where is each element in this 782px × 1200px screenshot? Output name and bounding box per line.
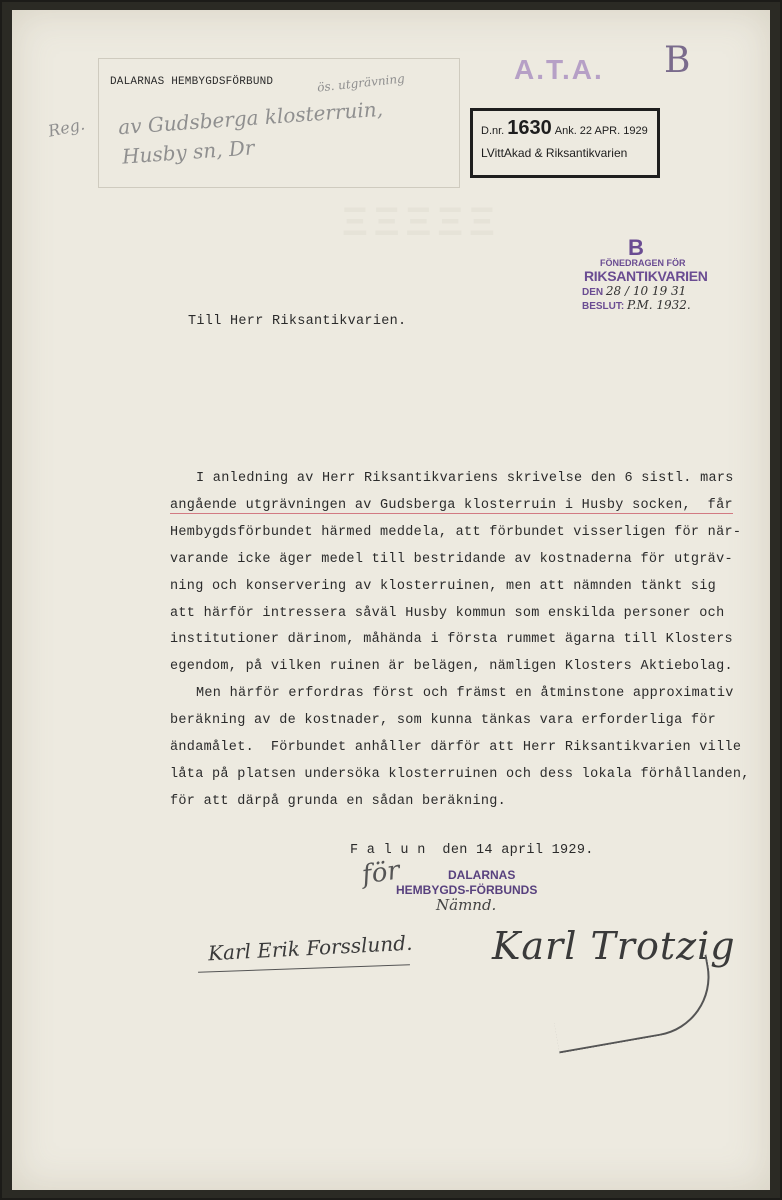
fr-beslut-row: [582, 298, 730, 312]
body-line: att härför intressera såväl Husby kommun som enskilda personer och: [170, 605, 725, 621]
letter-body: [170, 466, 760, 816]
dnr-prefix: D.nr.: [481, 125, 505, 137]
dnr-number: 1630: [507, 117, 552, 139]
body-line: institutioner därinom, måhända i första rummet ägarna till Klosters: [170, 632, 733, 648]
dnr-recipient: LVittAkad & Riksantikvarien: [481, 146, 628, 160]
body-line: ändamålet. Förbundet anhåller därför att Herr Riksantikvarien ville: [170, 740, 742, 756]
body-line: ning och konservering av klosterruinen, men att nämnden tänkt sig: [170, 578, 717, 594]
body-line: beräkning av de kostnader, som kunna tänkas vara erforderliga för: [170, 713, 717, 729]
org-stamp-line2: HEMBYGDS-FÖRBUNDS: [396, 883, 538, 897]
for-handwritten: för: [360, 855, 402, 891]
body-line: egendom, på vilken ruinen är belägen, nämligen Klosters Aktiebolag.: [170, 659, 733, 675]
body-line: I anledning av Herr Riksantikvariens skrivelse den 6 sistl. mars: [196, 471, 734, 486]
fr-beslut-value: P.M. 1932.: [627, 298, 691, 312]
body-line: Men härför erfordras först och främst en åtminstone approximativ: [196, 686, 734, 702]
body-line: [170, 493, 760, 520]
fr-beslut-label: BESLUT:: [582, 301, 625, 312]
fr-den-row: [582, 284, 730, 298]
fr-line1: FÖNEDRAGEN FÖR: [600, 258, 686, 268]
signature-right: Karl Trotzig: [492, 924, 736, 968]
fr-letter: B: [628, 235, 644, 260]
signature-left: Karl Erik Forsslund.: [207, 930, 413, 966]
letter-page: [12, 10, 770, 1190]
underlined-line: angående utgrävningen av Gudsberga klosterruin i Husby socken, får: [170, 497, 733, 513]
org-namnd: Nämnd.: [436, 896, 497, 914]
registry-stamp: [470, 108, 660, 178]
registry-stamp-row1: [481, 117, 649, 140]
fr-line2: RIKSANTIKVARIEN: [584, 268, 708, 284]
dnr-ank: Ank. 22 APR. 1929: [554, 125, 648, 137]
body-line: låta på platsen undersöka klosterruinen och dess lokala förhållanden,: [170, 766, 750, 782]
corner-letter: B: [664, 40, 691, 81]
addressee: Till Herr Riksantikvarien.: [188, 314, 407, 329]
bleed-through-text: ΞΞΞΞΞ: [342, 200, 501, 244]
signature-left-underline: [198, 964, 410, 972]
signature-right-flourish: [547, 954, 719, 1053]
pencil-note-line2: av Gudsberga klosterruin,: [117, 96, 384, 140]
fr-den-value: 28 / 10 19 31: [605, 284, 687, 298]
org-stamp-line1: DALARNAS: [448, 868, 516, 882]
letterhead: DALARNAS HEMBYGDSFÖRBUND: [110, 76, 274, 88]
body-line: varande icke äger medel till bestridande av kostnaderna för utgräv-: [170, 551, 733, 567]
body-line: för att därpå grunda en sådan beräkning.: [170, 793, 507, 809]
riksantikvarien-stamp: [580, 235, 730, 312]
ata-stamp: A.T.A.: [514, 54, 604, 85]
pencil-note-line3: Husby sn, Dr: [121, 135, 256, 169]
pencil-note-line1: ös. utgrävning: [316, 71, 406, 95]
pencil-reg-mark: Reg.: [46, 114, 87, 141]
fr-den-label: DEN: [582, 287, 604, 298]
organisation-stamp: [396, 868, 537, 898]
dateline: F a l u n den 14 april 1929.: [350, 843, 594, 858]
body-line: Hembygdsförbundet härmed meddela, att förbundet visserligen för när-: [170, 524, 742, 540]
